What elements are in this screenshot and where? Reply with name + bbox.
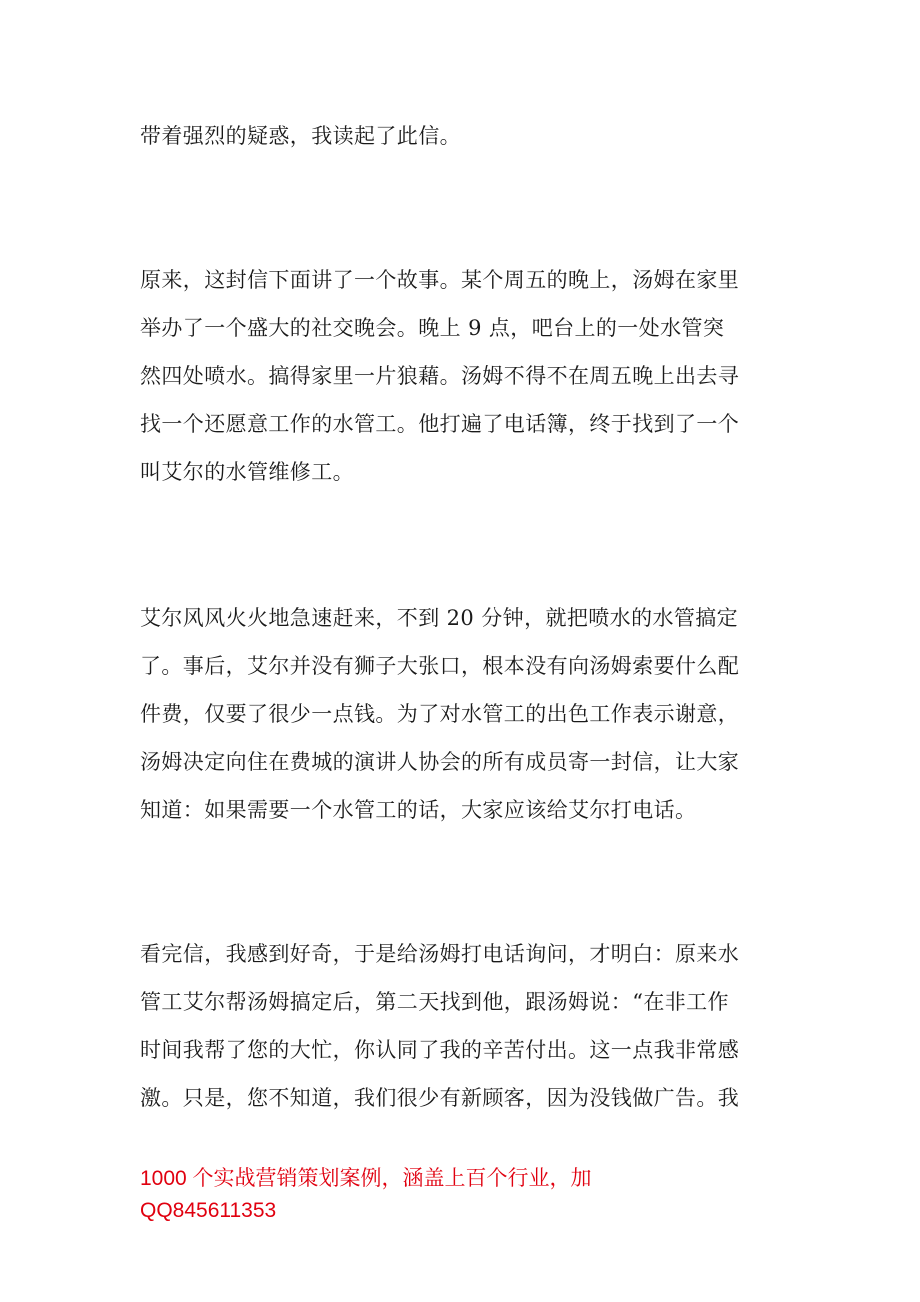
- paragraph-doubt: 带着强烈的疑惑，我读起了此信。: [140, 124, 461, 148]
- footer-advertisement: 1000 个实战营销策划案例，涵盖上百个行业，加 QQ845611353: [140, 1167, 592, 1222]
- paragraph-plumber-al: 艾尔风风火火地急速赶来，不到 20 分钟，就把喷水的水管搞定 了。事后，艾尔并没有狮子大张口，根本没有向汤姆索要什么配 件费，仅要了很少一点钱。为了对水管工的出色工作表示谢意， 汤姆决定向住在费城的演讲人协会的所有成员寄一封信，让大家 知道：如果需要一个水管工的话，大家应该给艾尔打电话。: [140, 606, 740, 822]
- paragraph-story: 原来，这封信下面讲了一个故事。某个周五的晚上，汤姆在家里 举办了一个盛大的社交晚会。晚上 9 点，吧台上的一处水管突 然四处喷水。搞得家里一片狼藉。汤姆不得不在周五晚上出去寻 找一个还愿意工作的水管工。他打遍了电话簿，终于找到了一个 叫艾尔的水管维修工。: [140, 268, 740, 484]
- paragraph-after-letter: 看完信，我感到好奇，于是给汤姆打电话询问，才明白：原来水 管工艾尔帮汤姆搞定后，第二天找到他，跟汤姆说：“在非工作 时间我帮了您的大忙，你认同了我的辛苦付出。这一点我非常感 激。只是，您不知道，我们很少有新顾客，因为没钱做广告。我: [140, 942, 740, 1110]
